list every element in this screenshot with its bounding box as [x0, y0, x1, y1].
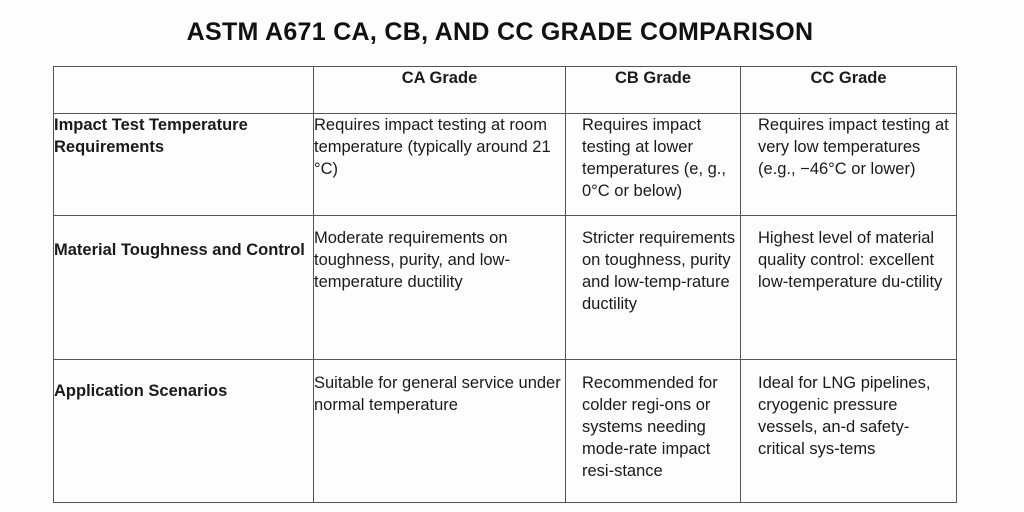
column-header-cb: CB Grade [566, 67, 741, 114]
column-header-empty [54, 67, 314, 114]
cell-ca: Suitable for general service under normal temperature [314, 360, 566, 503]
header-row [54, 67, 957, 114]
cell-cb: Recommended for colder regi-ons or systems needing mode-rate impact resi-stance [566, 360, 741, 503]
cell-cc: Ideal for LNG pipelines, cryogenic pressure vessels, an-d safety-critical sys-tems [741, 360, 957, 503]
cell-cc: Requires impact testing at very low temperatures (e.g., −46°C or lower) [741, 114, 957, 216]
column-header-ca: CA Grade [314, 67, 566, 114]
table-row [54, 114, 957, 216]
table-row [54, 216, 957, 360]
page-title: ASTM A671 CA, CB, AND CC GRADE COMPARISON [186, 18, 814, 46]
row-label: Material Toughness and Control [54, 216, 314, 360]
cell-ca: Requires impact testing at room temperature (typically around 21 °C) [314, 114, 566, 216]
cell-cc: Highest level of material quality control: excellent low-temperature du-ctility [741, 216, 957, 360]
cell-cb: Stricter requirements on toughness, purity and low-temp-rature ductility [566, 216, 741, 360]
cell-ca: Moderate requirements on toughness, purity, and low-temperature ductility [314, 216, 566, 360]
column-header-cc: CC Grade [741, 67, 957, 114]
cell-cb: Requires impact testing at lower temperatures (e, g., 0°C or below) [566, 114, 741, 216]
table-row [54, 360, 957, 503]
row-label: Impact Test Temperature Requirements [54, 114, 314, 216]
row-label: Application Scenarios [54, 360, 314, 503]
grade-comparison-table [53, 66, 957, 503]
